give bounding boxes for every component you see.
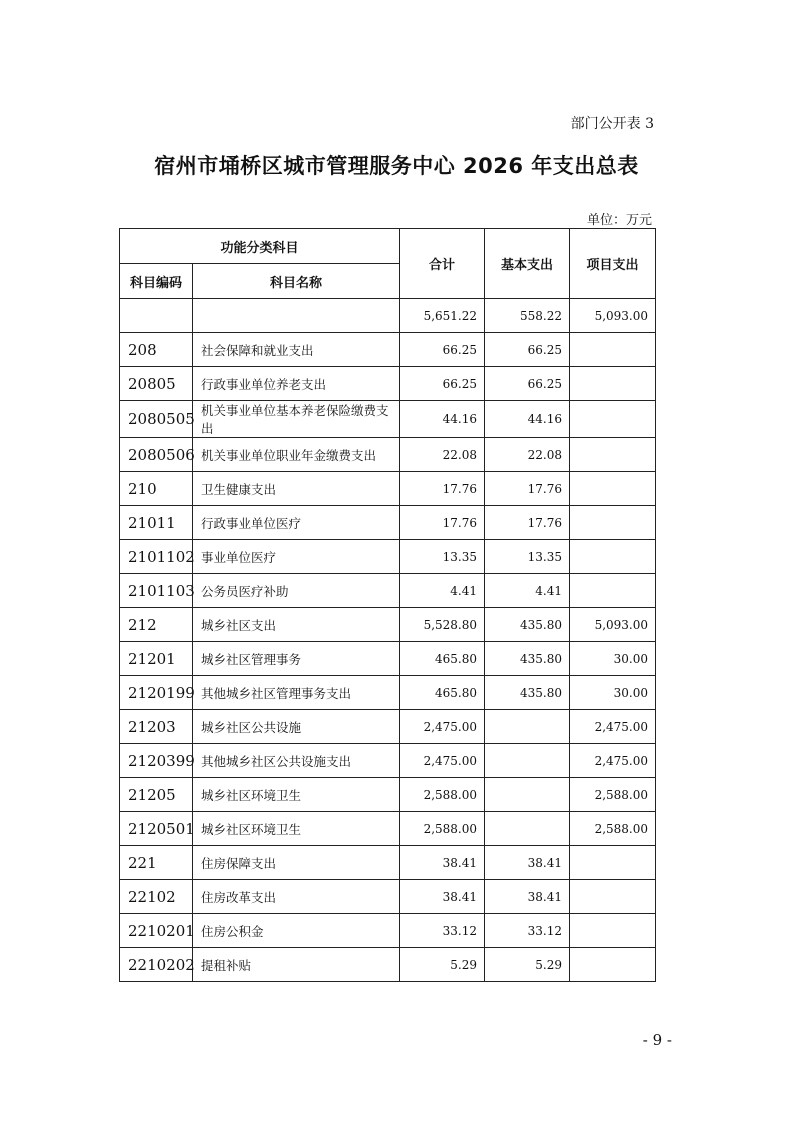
cell-project: [570, 333, 656, 367]
cell-code: 210: [120, 472, 193, 506]
cell-code: 22102: [120, 880, 193, 914]
cell-name: 城乡社区公共设施: [193, 710, 400, 744]
header-basic: 基本支出: [485, 229, 570, 299]
cell-basic: 17.76: [485, 472, 570, 506]
cell-name: 卫生健康支出: [193, 472, 400, 506]
cell-project: [570, 506, 656, 540]
cell-total: 5,528.80: [400, 608, 485, 642]
table-row: [120, 846, 656, 880]
cell-code: 2101103: [120, 574, 193, 608]
header-total: 合计: [400, 229, 485, 299]
cell-code: 2120399: [120, 744, 193, 778]
cell-name: 机关事业单位职业年金缴费支出: [193, 438, 400, 472]
unit-label: 单位：万元: [586, 213, 652, 228]
cell-basic: [485, 778, 570, 812]
table-row: [120, 642, 656, 676]
cell-total: 13.35: [400, 540, 485, 574]
cell-name: [193, 299, 400, 333]
cell-total: 2,475.00: [400, 744, 485, 778]
table-row: [120, 333, 656, 367]
cell-code: 2210202: [120, 948, 193, 982]
table-row: [120, 472, 656, 506]
cell-total: 44.16: [400, 401, 485, 438]
cell-total: 33.12: [400, 914, 485, 948]
cell-name: 事业单位医疗: [193, 540, 400, 574]
cell-basic: 22.08: [485, 438, 570, 472]
cell-basic: 38.41: [485, 846, 570, 880]
cell-basic: 435.80: [485, 608, 570, 642]
cell-project: 2,475.00: [570, 744, 656, 778]
cell-project: 30.00: [570, 676, 656, 710]
cell-total: 465.80: [400, 676, 485, 710]
cell-name: 住房改革支出: [193, 880, 400, 914]
cell-total: 38.41: [400, 846, 485, 880]
cell-code: 20805: [120, 367, 193, 401]
table-row: [120, 948, 656, 982]
table-row: [120, 744, 656, 778]
cell-project: [570, 367, 656, 401]
cell-total: 2,588.00: [400, 812, 485, 846]
cell-name: 提租补贴: [193, 948, 400, 982]
cell-total: 66.25: [400, 367, 485, 401]
cell-project: [570, 540, 656, 574]
cell-code: 2080506: [120, 438, 193, 472]
cell-total: 66.25: [400, 333, 485, 367]
cell-basic: [485, 710, 570, 744]
cell-code: 2210201: [120, 914, 193, 948]
cell-code: 21205: [120, 778, 193, 812]
header-name: 科目名称: [193, 264, 400, 299]
cell-basic: [485, 744, 570, 778]
cell-code: 21201: [120, 642, 193, 676]
cell-total: 38.41: [400, 880, 485, 914]
cell-project: 5,093.00: [570, 299, 656, 333]
table-row: [120, 914, 656, 948]
cell-project: 5,093.00: [570, 608, 656, 642]
cell-basic: 17.76: [485, 506, 570, 540]
cell-total: 5.29: [400, 948, 485, 982]
table-row: [120, 676, 656, 710]
cell-code: 21011: [120, 506, 193, 540]
cell-name: 其他城乡社区公共设施支出: [193, 744, 400, 778]
cell-total: 2,588.00: [400, 778, 485, 812]
cell-code: 2120501: [120, 812, 193, 846]
table-row: [120, 880, 656, 914]
cell-total: 4.41: [400, 574, 485, 608]
page-number: - 9 -: [642, 1031, 672, 1049]
cell-total: 5,651.22: [400, 299, 485, 333]
table-row: [120, 608, 656, 642]
cell-code: 21203: [120, 710, 193, 744]
cell-project: 2,588.00: [570, 812, 656, 846]
cell-total: 22.08: [400, 438, 485, 472]
cell-name: 城乡社区环境卫生: [193, 778, 400, 812]
cell-total: 2,475.00: [400, 710, 485, 744]
cell-name: 公务员医疗补助: [193, 574, 400, 608]
cell-code: [120, 299, 193, 333]
cell-code: 2120199: [120, 676, 193, 710]
cell-basic: 33.12: [485, 914, 570, 948]
cell-basic: 435.80: [485, 676, 570, 710]
cell-project: [570, 574, 656, 608]
cell-name: 城乡社区管理事务: [193, 642, 400, 676]
expenditure-table: [119, 228, 656, 982]
cell-basic: 4.41: [485, 574, 570, 608]
table-row: [120, 299, 656, 333]
cell-name: 社会保障和就业支出: [193, 333, 400, 367]
cell-basic: 66.25: [485, 333, 570, 367]
cell-name: 住房公积金: [193, 914, 400, 948]
cell-basic: 44.16: [485, 401, 570, 438]
table-row: [120, 540, 656, 574]
cell-basic: 5.29: [485, 948, 570, 982]
cell-project: [570, 914, 656, 948]
cell-project: 2,475.00: [570, 710, 656, 744]
cell-name: 城乡社区环境卫生: [193, 812, 400, 846]
cell-basic: 435.80: [485, 642, 570, 676]
header-project: 项目支出: [570, 229, 656, 299]
cell-project: 30.00: [570, 642, 656, 676]
cell-name: 行政事业单位医疗: [193, 506, 400, 540]
cell-total: 465.80: [400, 642, 485, 676]
cell-total: 17.76: [400, 472, 485, 506]
cell-project: [570, 438, 656, 472]
cell-basic: 66.25: [485, 367, 570, 401]
cell-name: 行政事业单位养老支出: [193, 367, 400, 401]
cell-name: 机关事业单位基本养老保险缴费支出: [193, 401, 400, 438]
cell-name: 城乡社区支出: [193, 608, 400, 642]
cell-project: [570, 846, 656, 880]
cell-project: [570, 472, 656, 506]
header-function-category: 功能分类科目: [120, 229, 400, 264]
cell-total: 17.76: [400, 506, 485, 540]
cell-project: [570, 948, 656, 982]
cell-project: 2,588.00: [570, 778, 656, 812]
cell-project: [570, 401, 656, 438]
cell-code: 212: [120, 608, 193, 642]
header-code: 科目编码: [120, 264, 193, 299]
table-row: [120, 401, 656, 438]
table-row: [120, 367, 656, 401]
cell-code: 208: [120, 333, 193, 367]
cell-project: [570, 880, 656, 914]
cell-code: 2080505: [120, 401, 193, 438]
table-row: [120, 710, 656, 744]
table-row: [120, 812, 656, 846]
cell-code: 221: [120, 846, 193, 880]
cell-name: 住房保障支出: [193, 846, 400, 880]
cell-code: 2101102: [120, 540, 193, 574]
table-row: [120, 574, 656, 608]
cell-basic: 13.35: [485, 540, 570, 574]
cell-name: 其他城乡社区管理事务支出: [193, 676, 400, 710]
page-title: 宿州市埇桥区城市管理服务中心 2026 年支出总表: [154, 154, 639, 178]
cell-basic: 38.41: [485, 880, 570, 914]
table-number-label: 部门公开表 3: [570, 116, 654, 132]
table-row: [120, 438, 656, 472]
cell-basic: [485, 812, 570, 846]
cell-basic: 558.22: [485, 299, 570, 333]
table-row: [120, 778, 656, 812]
table-row: [120, 506, 656, 540]
